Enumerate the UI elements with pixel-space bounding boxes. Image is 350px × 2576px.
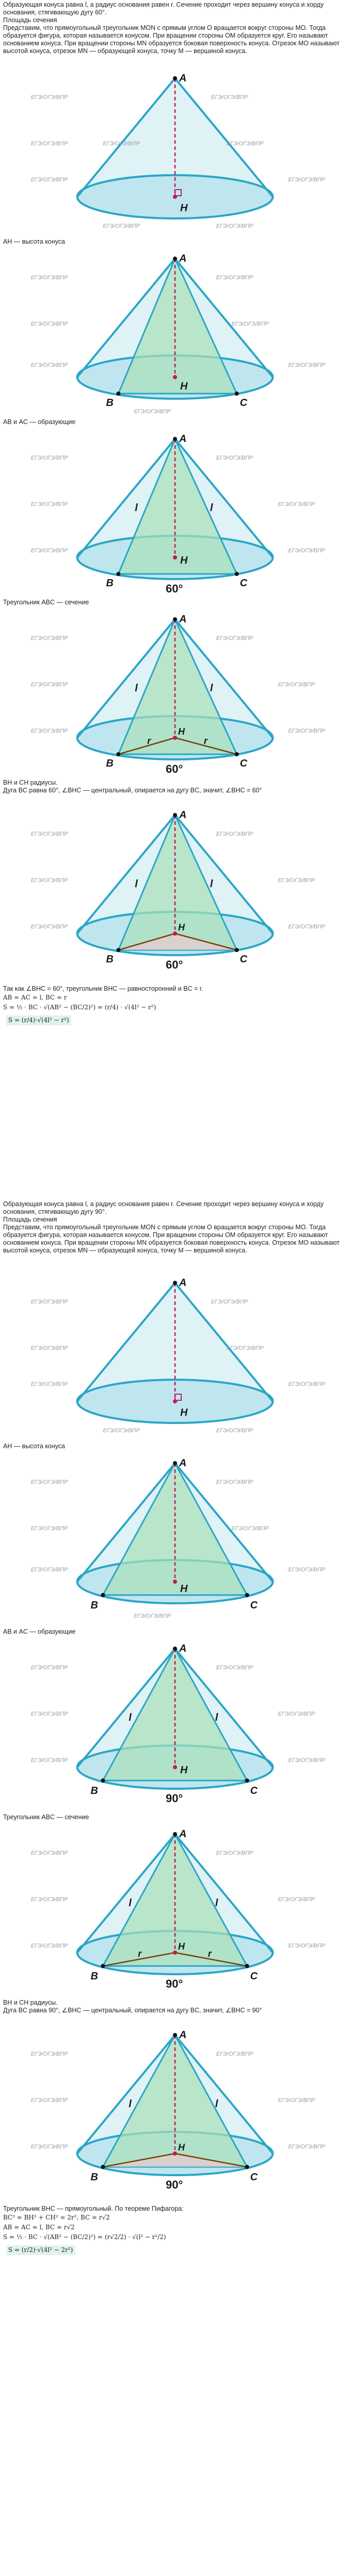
svg-text:ЕГЭ/ОГЭ/ВПР: ЕГЭ/ОГЭ/ВПР xyxy=(216,1428,253,1434)
svg-text:ЕГЭ/ОГЭ/ВПР: ЕГЭ/ОГЭ/ВПР xyxy=(288,728,325,734)
step-section-1: Треугольник ABC — сечение xyxy=(3,599,89,606)
svg-text:ЕГЭ/ОГЭ/ВПР: ЕГЭ/ОГЭ/ВПР xyxy=(31,455,68,461)
svg-text:ЕГЭ/ОГЭ/ВПР: ЕГЭ/ОГЭ/ВПР xyxy=(278,2097,315,2104)
svg-text:ЕГЭ/ОГЭ/ВПР: ЕГЭ/ОГЭ/ВПР xyxy=(31,924,68,930)
svg-text:A: A xyxy=(179,1277,187,1289)
svg-text:A: A xyxy=(179,1458,187,1469)
svg-text:l: l xyxy=(210,502,213,514)
svg-text:ЕГЭ/ОГЭ/ВПР: ЕГЭ/ОГЭ/ВПР xyxy=(31,1299,68,1305)
svg-text:H: H xyxy=(178,726,185,737)
svg-text:ЕГЭ/ОГЭ/ВПР: ЕГЭ/ОГЭ/ВПР xyxy=(226,1345,264,1351)
figure-9-cone xyxy=(0,1824,350,2001)
figure-7-cone xyxy=(0,1453,350,1630)
svg-text:H: H xyxy=(178,1941,185,1952)
svg-text:ЕГЭ/ОГЭ/ВПР: ЕГЭ/ОГЭ/ВПР xyxy=(31,2144,68,2150)
svg-text:ЕГЭ/ОГЭ/ВПР: ЕГЭ/ОГЭ/ВПР xyxy=(31,1479,68,1485)
svg-text:90°: 90° xyxy=(166,1792,183,1805)
svg-text:l: l xyxy=(215,2098,218,2110)
svg-text:ЕГЭ/ОГЭ/ВПР: ЕГЭ/ОГЭ/ВПР xyxy=(31,1526,68,1532)
figure-3-cone xyxy=(0,429,350,600)
svg-text:ЕГЭ/ОГЭ/ВПР: ЕГЭ/ОГЭ/ВПР xyxy=(103,141,140,147)
svg-text:C: C xyxy=(240,954,248,965)
figure-8-cone xyxy=(0,1638,350,1815)
svg-text:A: A xyxy=(179,1643,187,1654)
svg-text:ЕГЭ/ОГЭ/ВПР: ЕГЭ/ОГЭ/ВПР xyxy=(216,1665,253,1671)
figure-2-cone xyxy=(0,248,350,420)
svg-text:ЕГЭ/ОГЭ/ВПР: ЕГЭ/ОГЭ/ВПР xyxy=(216,1479,253,1485)
svg-text:A: A xyxy=(179,433,187,445)
svg-text:B: B xyxy=(106,578,114,589)
svg-text:ЕГЭ/ОГЭ/ВПР: ЕГЭ/ОГЭ/ВПР xyxy=(31,2097,68,2104)
svg-text:ЕГЭ/ОГЭ/ВПР: ЕГЭ/ОГЭ/ВПР xyxy=(31,1850,68,1856)
svg-text:60°: 60° xyxy=(166,582,183,595)
svg-text:A: A xyxy=(179,809,187,821)
svg-text:ЕГЭ/ОГЭ/ВПР: ЕГЭ/ОГЭ/ВПР xyxy=(31,682,68,688)
svg-text:ЕГЭ/ОГЭ/ВПР: ЕГЭ/ОГЭ/ВПР xyxy=(288,362,325,368)
svg-text:ЕГЭ/ОГЭ/ВПР: ЕГЭ/ОГЭ/ВПР xyxy=(216,1850,253,1856)
svg-text:H: H xyxy=(180,381,188,392)
svg-text:C: C xyxy=(250,1971,258,1982)
svg-text:ЕГЭ/ОГЭ/ВПР: ЕГЭ/ОГЭ/ВПР xyxy=(31,1896,68,1903)
svg-text:ЕГЭ/ОГЭ/ВПР: ЕГЭ/ОГЭ/ВПР xyxy=(216,223,253,229)
svg-text:ЕГЭ/ОГЭ/ВПР: ЕГЭ/ОГЭ/ВПР xyxy=(216,635,253,641)
svg-text:ЕГЭ/ОГЭ/ВПР: ЕГЭ/ОГЭ/ВПР xyxy=(288,924,325,930)
label-h-1: H xyxy=(180,202,188,214)
svg-text:ЕГЭ/ОГЭ/ВПР: ЕГЭ/ОГЭ/ВПР xyxy=(31,877,68,884)
svg-text:ЕГЭ/ОГЭ/ВПР: ЕГЭ/ОГЭ/ВПР xyxy=(31,501,68,507)
svg-text:ЕГЭ/ОГЭ/ВПР: ЕГЭ/ОГЭ/ВПР xyxy=(31,1757,68,1764)
cone-figure-1 xyxy=(0,68,350,238)
svg-text:ЕГЭ/ОГЭ/ВПР: ЕГЭ/ОГЭ/ВПР xyxy=(103,1428,140,1434)
svg-text:l: l xyxy=(129,1712,132,1723)
svg-text:C: C xyxy=(240,758,248,769)
svg-text:ЕГЭ/ОГЭ/ВПР: ЕГЭ/ОГЭ/ВПР xyxy=(232,321,269,327)
svg-text:ЕГЭ/ОГЭ/ВПР: ЕГЭ/ОГЭ/ВПР xyxy=(288,1757,325,1764)
svg-text:ЕГЭ/ОГЭ/ВПР: ЕГЭ/ОГЭ/ВПР xyxy=(211,94,248,100)
svg-text:ЕГЭ/ОГЭ/ВПР: ЕГЭ/ОГЭ/ВПР xyxy=(31,548,68,554)
figure-1-cone xyxy=(0,68,350,240)
svg-text:B: B xyxy=(91,1971,98,1982)
svg-text:ЕГЭ/ОГЭ/ВПР: ЕГЭ/ОГЭ/ВПР xyxy=(31,141,68,147)
svg-text:B: B xyxy=(91,1600,98,1611)
svg-text:ЕГЭ/ОГЭ/ВПР: ЕГЭ/ОГЭ/ВПР xyxy=(31,635,68,641)
cone-figure-2 xyxy=(0,248,350,418)
step-height-1: AH — высота конуса xyxy=(3,238,65,245)
problem-1-given: Площадь сечения xyxy=(3,16,57,24)
svg-text:H: H xyxy=(178,2142,185,2153)
svg-text:C: C xyxy=(250,1600,258,1611)
problem-2: Образующая конуса равна l, а радиус основания равен r. Сечение проходит через вершину конуса и хорду основания, стягивающую дугу 90°. Площадь сечения Представим, что прямоугольный треугольник MON с прямым углом O вращается вокруг стороны MO. Тогда образуется фигура, которая называется конусом. При вращении стороны OM образуется круг. Его называют основанием конуса. При вращении стороны MN образуется боковая поверхность конуса. Отрезок MO называют высотой конуса, отрезок MN — образующей конуса, точку M — вершиной конуса. xyxy=(3,1200,340,1254)
svg-text:90°: 90° xyxy=(166,1977,183,1990)
svg-text:H: H xyxy=(180,555,188,566)
svg-text:ЕГЭ/ОГЭ/ВПР: ЕГЭ/ОГЭ/ВПР xyxy=(288,2144,325,2150)
svg-text:ЕГЭ/ОГЭ/ВПР: ЕГЭ/ОГЭ/ВПР xyxy=(288,1943,325,1949)
svg-text:ЕГЭ/ОГЭ/ВПР: ЕГЭ/ОГЭ/ВПР xyxy=(31,275,68,281)
solution-2: Треугольник BHC — прямоугольный. По теореме Пифагора: BC² = BH² + CH² = 2r², BC = r√2 AB = AC = l, BC = r√2 S = ½ · BC · √(AB² − (BC/2)²) = (r√2/2) · √(l² − r²/2) S = (r/2)·√(4l² − 2r²) xyxy=(0,2205,350,2255)
svg-text:B: B xyxy=(91,1785,98,1797)
problem-1-intro: Представим, что прямоугольный треугольник MON с прямым углом O вращается вокруг стороны MO. Тогда образуется фигура, которая называется конусом. При вращении стороны OM образуется круг. Его называют основанием конуса. При вращении стороны MN образуется боковая поверхность конуса. Отрезок MO называют высотой конуса, отрезок MN — образующей конуса, точку M — вершиной конуса. xyxy=(3,24,340,55)
svg-text:ЕГЭ/ОГЭ/ВПР: ЕГЭ/ОГЭ/ВПР xyxy=(211,1299,248,1305)
answer-2: S = (r/2)·√(4l² − 2r²) xyxy=(6,2245,75,2255)
svg-text:ЕГЭ/ОГЭ/ВПР: ЕГЭ/ОГЭ/ВПР xyxy=(31,2051,68,2057)
svg-text:ЕГЭ/ОГЭ/ВПР: ЕГЭ/ОГЭ/ВПР xyxy=(288,1567,325,1573)
svg-text:ЕГЭ/ОГЭ/ВПР: ЕГЭ/ОГЭ/ВПР xyxy=(31,1345,68,1351)
svg-text:A: A xyxy=(179,2029,187,2041)
svg-text:l: l xyxy=(129,2098,132,2110)
step-chord-1: BH и CH радиусы. Дуга BC равна 60°, ∠BHC — центральный, опирается на дугу BC, значит, ∠BHC = 60° xyxy=(3,779,262,794)
svg-text:r: r xyxy=(138,1948,142,1959)
svg-text:B: B xyxy=(106,397,114,409)
svg-text:l: l xyxy=(135,502,138,514)
solution-1: Так как ∠BHC = 60°, треугольник BHC — равносторонний и BC = r. AB = AC = l, BC = r S = ½ · BC · √(AB² − (BC/2)²) = (r/4) · √(4l² − r²) S = (r/4)·√(4l² − r²) xyxy=(0,985,350,1025)
problem-1 xyxy=(0,1,350,55)
svg-text:ЕГЭ/ОГЭ/ВПР: ЕГЭ/ОГЭ/ВПР xyxy=(278,682,315,688)
svg-text:ЕГЭ/ОГЭ/ВПР: ЕГЭ/ОГЭ/ВПР xyxy=(103,223,140,229)
svg-text:B: B xyxy=(106,758,114,769)
svg-text:r: r xyxy=(147,736,151,746)
svg-text:r: r xyxy=(204,736,208,746)
svg-text:r: r xyxy=(208,1948,212,1959)
svg-text:A: A xyxy=(179,253,187,264)
answer-1: S = (r/4)·√(4l² − r²) xyxy=(6,1015,71,1025)
svg-text:l: l xyxy=(135,683,138,694)
svg-text:B: B xyxy=(91,2172,98,2183)
svg-text:ЕГЭ/ОГЭ/ВПР: ЕГЭ/ОГЭ/ВПР xyxy=(31,1711,68,1717)
svg-text:l: l xyxy=(210,683,213,694)
problem-1-statement: Образующая конуса равна l, а радиус основания равен r. Сечение проходит через вершину конуса и хорду основания, стягивающую дугу 60°. xyxy=(3,1,324,16)
figure-5-cone xyxy=(0,805,350,981)
svg-text:ЕГЭ/ОГЭ/ВПР: ЕГЭ/ОГЭ/ВПР xyxy=(278,877,315,884)
svg-text:ЕГЭ/ОГЭ/ВПР: ЕГЭ/ОГЭ/ВПР xyxy=(31,1943,68,1949)
svg-text:l: l xyxy=(129,1897,132,1909)
svg-text:C: C xyxy=(240,578,248,589)
svg-text:l: l xyxy=(135,878,138,890)
svg-text:60°: 60° xyxy=(166,762,183,775)
step-generatrix-1: AB и AC — образующие xyxy=(3,418,76,426)
svg-text:A: A xyxy=(179,614,187,625)
svg-text:l: l xyxy=(215,1897,218,1909)
svg-text:ЕГЭ/ОГЭ/ВПР: ЕГЭ/ОГЭ/ВПР xyxy=(216,455,253,461)
svg-text:H: H xyxy=(178,922,185,933)
svg-text:ЕГЭ/ОГЭ/ВПР: ЕГЭ/ОГЭ/ВПР xyxy=(31,94,68,100)
svg-text:ЕГЭ/ОГЭ/ВПР: ЕГЭ/ОГЭ/ВПР xyxy=(31,321,68,327)
svg-text:H: H xyxy=(180,1583,188,1595)
svg-text:ЕГЭ/ОГЭ/ВПР: ЕГЭ/ОГЭ/ВПР xyxy=(31,1567,68,1573)
svg-text:l: l xyxy=(215,1712,218,1723)
page: Образующая конуса равна l, а радиус основания равен r. Сечение проходит через вершину конуса и хорду основания, стягивающую дугу 60°. Площадь сечения Представим, что прямоугольный треугольник MON с прямым углом O вращается вокруг стороны MO. Тогда образуется фигура, которая называется конусом. При вращении стороны OM образуется круг. Его называют основанием конуса. При вращении стороны MN образуется боковая поверхность конуса. Отрезок MO называют высотой конуса, отрезок MN — образующей конуса, точку M — вершиной конуса. A H ЕГЭ/ОГЭ/ВПР ЕГЭ/ОГЭ/ВПР ЕГЭ/ОГЭ/ВПР ЕГЭ/ОГЭ/ВПР ЕГЭ/ОГЭ/ВПР ЕГЭ/ОГЭ/ВПР ЕГЭ/ОГЭ/ВПР ЕГЭ/ОГЭ/ВПР ЕГЭ/ОГЭ/ВПР AH — высота конуса A H B C ЕГЭ/ОГЭ/ВПР ЕГЭ/ОГЭ/ВПР ЕГЭ/ОГЭ/ВПР ЕГЭ/ОГЭ/ВПР ЕГЭ/ОГЭ/ВПР ЕГЭ/ОГЭ/ВПР ЕГЭ/ОГЭ/ВПР AB и AC — образующие A H B C l l 60° ЕГЭ/ОГЭ/ВПР ЕГЭ/ОГЭ/ВПР ЕГЭ/ОГЭ/ВПР ЕГЭ/ОГЭ/ВПР ЕГЭ/ОГЭ/ВПР ЕГЭ/ОГЭ/ВПР Треугольник ABC — сечение A H B C l l r r 60° ЕГЭ/ОГЭ/ВПР ЕГЭ/ОГЭ/ВПР ЕГЭ/ОГЭ/ВПР ЕГЭ/ОГЭ/ВПР ЕГЭ/ОГЭ/ВПР ЕГЭ/ОГЭ/ВПР BH и CH радиусы. Дуга BC равна 60°, ∠BHC — центральный, опирается на дугу BC, значит, ∠BHC = 60° A H B C l l 60° ЕГЭ/ОГЭ/ВПР ЕГЭ/ОГЭ/ВПР ЕГЭ/ОГЭ/ВПР ЕГЭ/ОГЭ/ВПР ЕГЭ/ОГЭ/ВПР ЕГЭ/ОГЭ/ВПР Так как ∠BHC = 60°, треугольник BHC — равносторонний и BC = r. AB = AC = l, BC = r S = ½ · BC · √(AB² − (BC/2)²) = (r/4) · √(4l² − r²) S = (r/4)·√(4l² − r²) Образующая конуса равна l, а радиус основания равен r. Сечение проходит через вершину конуса и хорду основания, стягивающую дугу 90°. Площадь сечения Представим, что прямоугольный треугольник MON с прямым углом O вращается вокруг стороны MO. Тогда образуется фигура, которая называется конусом. При вращении стороны OM образуется круг. Его называют основанием конуса. При вращении стороны MN образуется боковая поверхность конуса. Отрезок MO называют высотой конуса, отрезок MN — образующей конуса, точку M — вершиной конуса. A H ЕГЭ/ОГЭ/ВПР ЕГЭ/ОГЭ/ВПР ЕГЭ/ОГЭ/ВПР ЕГЭ/ОГЭ/ВПР ЕГЭ/ОГЭ/ВПР ЕГЭ/ОГЭ/ВПР ЕГЭ/ОГЭ/ВПР ЕГЭ/ОГЭ/ВПР AH — высота конуса A H B C ЕГЭ/ОГЭ/ВПР ЕГЭ/ОГЭ/ВПР ЕГЭ/ОГЭ/ВПР ЕГЭ/ОГЭ/ВПР ЕГЭ/ОГЭ/ВПР ЕГЭ/ОГЭ/ВПР ЕГЭ/ОГЭ/ВПР AB и AC — образующие A H B C l l 90° ЕГЭ/ОГЭ/ВПР ЕГЭ/ОГЭ/ВПР ЕГЭ/ОГЭ/ВПР ЕГЭ/ОГЭ/ВПР ЕГЭ/ОГЭ/ВПР ЕГЭ/ОГЭ/ВПР Треугольник ABC — сечение A H B C l l r r 90° ЕГЭ/ОГЭ/ВПР ЕГЭ/ОГЭ/ВПР ЕГЭ/ОГЭ/ВПР ЕГЭ/ОГЭ/ВПР ЕГЭ/ОГЭ/ВПР ЕГЭ/ОГЭ/ВПР BH и CH радиусы. Дуга BC равна 90°, ∠BHC — центральный, опирается на дугу BC, значит, ∠BHC = 90° A H B C l l 90° ЕГЭ/ОГЭ/ВПР ЕГЭ/ОГЭ/ВПР ЕГЭ/ОГЭ/ВПР ЕГЭ/ОГЭ/ВПР ЕГЭ/ОГЭ/ВПР ЕГЭ/ОГЭ/ВПР Треугольник BHC — прямоугольный. По теореме Пифагора: BC² = BH² + CH² = 2r², BC = r√2 AB = AC = l, BC = r√2 S = ½ · BC · √(AB² − (BC/2)²) = (r√2/2) · √(l² − r²/2) S = (r/2)·√(4l² − 2r²) xyxy=(0,0,350,2576)
svg-text:ЕГЭ/ОГЭ/ВПР: ЕГЭ/ОГЭ/ВПР xyxy=(288,548,325,554)
svg-text:ЕГЭ/ОГЭ/ВПР: ЕГЭ/ОГЭ/ВПР xyxy=(31,1381,68,1387)
label-a-1: A xyxy=(179,73,187,84)
svg-text:H: H xyxy=(180,1765,188,1776)
svg-text:H: H xyxy=(180,1407,188,1418)
svg-text:ЕГЭ/ОГЭ/ВПР: ЕГЭ/ОГЭ/ВПР xyxy=(134,1613,171,1619)
svg-text:ЕГЭ/ОГЭ/ВПР: ЕГЭ/ОГЭ/ВПР xyxy=(31,177,68,183)
svg-text:ЕГЭ/ОГЭ/ВПР: ЕГЭ/ОГЭ/ВПР xyxy=(278,1896,315,1903)
svg-text:ЕГЭ/ОГЭ/ВПР: ЕГЭ/ОГЭ/ВПР xyxy=(134,409,171,415)
figure-4-cone xyxy=(0,609,350,781)
svg-text:C: C xyxy=(250,2172,258,2183)
svg-text:ЕГЭ/ОГЭ/ВПР: ЕГЭ/ОГЭ/ВПР xyxy=(216,2051,253,2057)
svg-text:ЕГЭ/ОГЭ/ВПР: ЕГЭ/ОГЭ/ВПР xyxy=(278,501,315,507)
svg-text:ЕГЭ/ОГЭ/ВПР: ЕГЭ/ОГЭ/ВПР xyxy=(288,177,325,183)
svg-text:ЕГЭ/ОГЭ/ВПР: ЕГЭ/ОГЭ/ВПР xyxy=(31,728,68,734)
svg-text:l: l xyxy=(210,878,213,890)
svg-text:C: C xyxy=(250,1785,258,1797)
svg-text:ЕГЭ/ОГЭ/ВПР: ЕГЭ/ОГЭ/ВПР xyxy=(232,1526,269,1532)
svg-text:60°: 60° xyxy=(166,958,183,971)
svg-text:90°: 90° xyxy=(166,2178,183,2191)
figure-6-cone xyxy=(0,1273,350,1444)
svg-text:B: B xyxy=(106,954,114,965)
svg-text:ЕГЭ/ОГЭ/ВПР: ЕГЭ/ОГЭ/ВПР xyxy=(278,1711,315,1717)
svg-text:ЕГЭ/ОГЭ/ВПР: ЕГЭ/ОГЭ/ВПР xyxy=(31,1665,68,1671)
svg-text:ЕГЭ/ОГЭ/ВПР: ЕГЭ/ОГЭ/ВПР xyxy=(216,275,253,281)
svg-text:A: A xyxy=(179,1828,187,1840)
svg-text:ЕГЭ/ОГЭ/ВПР: ЕГЭ/ОГЭ/ВПР xyxy=(226,141,264,147)
svg-text:ЕГЭ/ОГЭ/ВПР: ЕГЭ/ОГЭ/ВПР xyxy=(31,831,68,837)
svg-text:C: C xyxy=(240,397,248,409)
svg-text:ЕГЭ/ОГЭ/ВПР: ЕГЭ/ОГЭ/ВПР xyxy=(31,362,68,368)
svg-text:ЕГЭ/ОГЭ/ВПР: ЕГЭ/ОГЭ/ВПР xyxy=(216,831,253,837)
figure-10-cone xyxy=(0,2025,350,2201)
svg-text:ЕГЭ/ОГЭ/ВПР: ЕГЭ/ОГЭ/ВПР xyxy=(288,1381,325,1387)
